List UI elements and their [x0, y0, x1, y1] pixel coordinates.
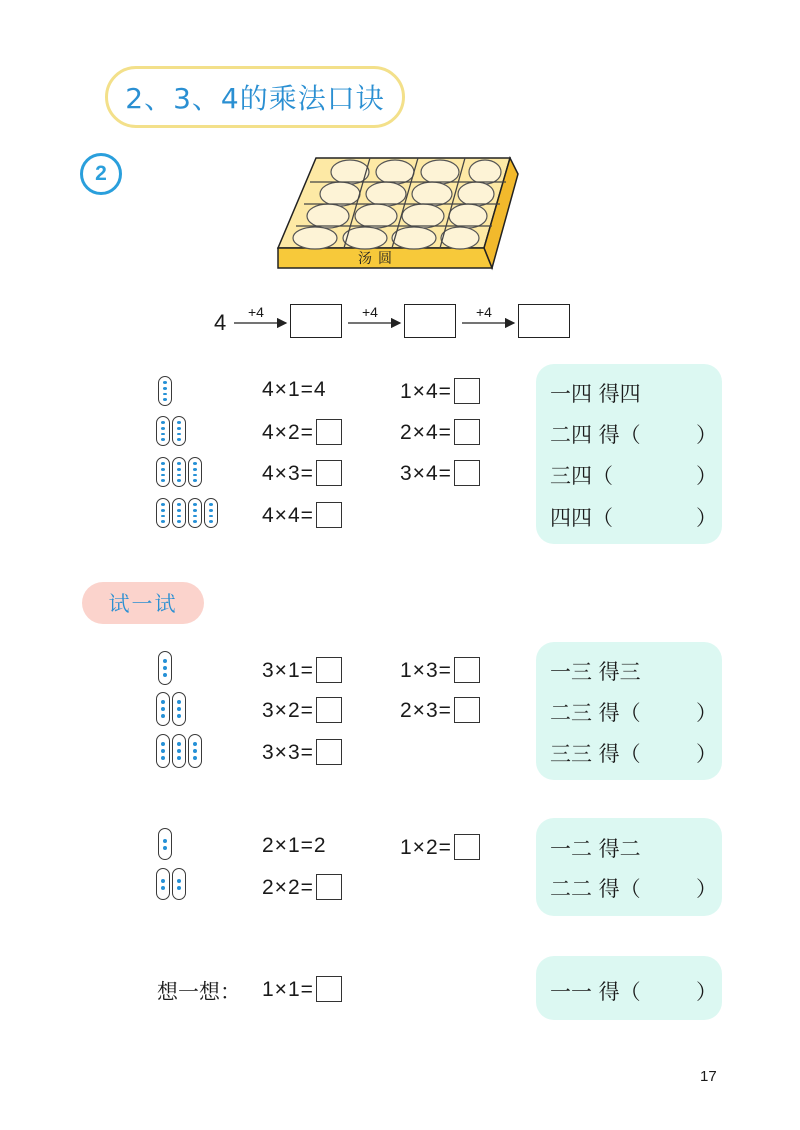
sequence-start: 4	[214, 310, 227, 335]
equation: 1×2=	[400, 834, 480, 860]
equation: 4×3=	[262, 460, 342, 486]
close-paren: ）	[696, 506, 717, 530]
equation: 2×2=	[262, 874, 342, 900]
equation: 2×3=	[400, 697, 480, 723]
dot-card	[188, 498, 202, 528]
section-number-badge: 2	[80, 153, 122, 195]
rhyme-line: 三四（	[550, 464, 613, 488]
rhyme-line: 一一 得（	[550, 980, 641, 1004]
answer-box[interactable]	[454, 657, 480, 683]
box-label: 汤圆	[358, 251, 398, 267]
dot-cards	[156, 457, 202, 487]
close-paren: ）	[696, 742, 717, 766]
dot-card	[158, 376, 172, 406]
dot-card	[172, 498, 186, 528]
answer-box[interactable]	[316, 976, 342, 1002]
page-number: 17	[700, 1068, 717, 1085]
dot-card	[156, 416, 170, 446]
dot-card	[172, 868, 186, 900]
dot-cards	[156, 416, 186, 446]
close-paren: ）	[696, 980, 717, 1004]
answer-box[interactable]	[316, 874, 342, 900]
close-paren: ）	[696, 423, 717, 447]
rhyme-line: 一二 得二	[550, 837, 641, 861]
equation: 1×1=	[262, 976, 342, 1002]
sequence-answer-box[interactable]	[290, 304, 342, 338]
answer-box[interactable]	[454, 419, 480, 445]
dot-cards	[158, 651, 172, 685]
step-label: +4	[248, 304, 264, 320]
equation: 3×2=	[262, 697, 342, 723]
answer-box[interactable]	[316, 657, 342, 683]
dot-card	[172, 692, 186, 726]
dot-cards	[158, 828, 172, 860]
equation: 4×4=	[262, 502, 342, 528]
rhyme-line: 二四 得（	[550, 423, 641, 447]
step-label: +4	[362, 304, 378, 320]
sequence-answer-box[interactable]	[404, 304, 456, 338]
answer-box[interactable]	[316, 460, 342, 486]
close-paren: ）	[696, 877, 717, 901]
dot-cards	[156, 498, 218, 528]
equation: 4×2=	[262, 419, 342, 445]
dumpling-box-illustration	[270, 152, 520, 274]
dot-card	[156, 868, 170, 900]
dot-card	[156, 498, 170, 528]
close-paren: ）	[696, 464, 717, 488]
think-label: 想一想：	[157, 980, 241, 1004]
rhyme-line: 一四 得四	[550, 382, 641, 406]
answer-box[interactable]	[316, 419, 342, 445]
answer-box[interactable]	[454, 834, 480, 860]
dot-cards	[156, 734, 202, 768]
answer-box[interactable]	[454, 697, 480, 723]
equation: 2×4=	[400, 419, 480, 445]
dot-card	[188, 734, 202, 768]
dot-cards	[158, 376, 172, 406]
dot-card	[204, 498, 218, 528]
try-it-label: 试一试	[82, 582, 204, 624]
answer-box[interactable]	[316, 697, 342, 723]
sequence-answer-box[interactable]	[518, 304, 570, 338]
answer-box[interactable]	[316, 739, 342, 765]
dot-card	[172, 457, 186, 487]
rhyme-line: 四四（	[550, 506, 613, 530]
dot-card	[172, 734, 186, 768]
answer-box[interactable]	[454, 378, 480, 404]
dot-card	[156, 692, 170, 726]
dot-card	[156, 457, 170, 487]
equation: 3×3=	[262, 739, 342, 765]
answer-box[interactable]	[316, 502, 342, 528]
close-paren: ）	[696, 701, 717, 725]
rhyme-line: 二三 得（	[550, 701, 641, 725]
equation: 1×4=	[400, 378, 480, 404]
dot-cards	[156, 868, 186, 900]
equation: 1×3=	[400, 657, 480, 683]
equation: 2×1=2	[262, 834, 327, 857]
dot-cards	[156, 692, 186, 726]
dot-card	[172, 416, 186, 446]
page-title: 2、3、4的乘法口诀	[105, 66, 405, 128]
answer-box[interactable]	[454, 460, 480, 486]
rhyme-line: 三三 得（	[550, 742, 641, 766]
dot-card	[188, 457, 202, 487]
dot-card	[158, 651, 172, 685]
equation: 4×1=4	[262, 378, 327, 401]
step-label: +4	[476, 304, 492, 320]
equation: 3×4=	[400, 460, 480, 486]
dot-card	[156, 734, 170, 768]
rhyme-line: 二二 得（	[550, 877, 641, 901]
rhyme-line: 一三 得三	[550, 660, 641, 684]
dot-card	[158, 828, 172, 860]
equation: 3×1=	[262, 657, 342, 683]
